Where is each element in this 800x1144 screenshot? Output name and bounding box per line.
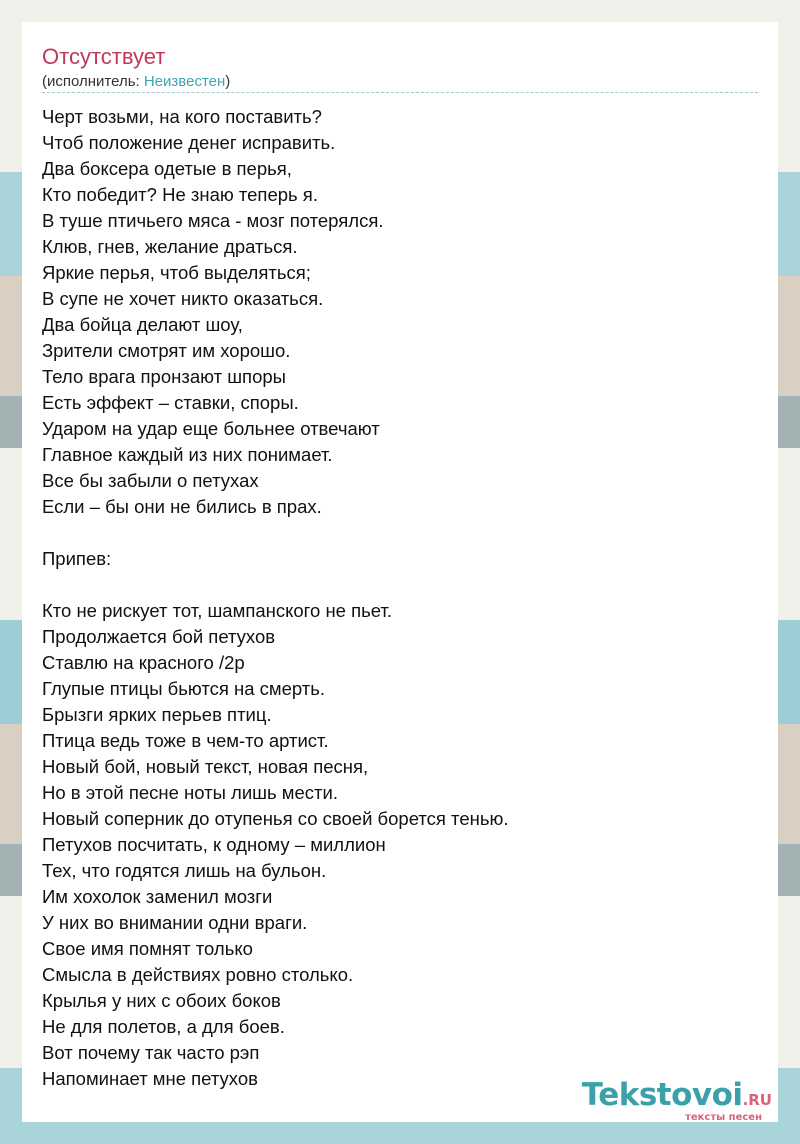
lyrics-line: Ставлю на красного /2р (42, 652, 245, 673)
lyrics-line: Птица ведь тоже в чем-то артист. (42, 730, 329, 751)
lyrics-line: Тело врага пронзают шпоры (42, 366, 286, 387)
lyrics-line: В супе не хочет никто оказаться. (42, 288, 324, 309)
lyrics-line: Если – бы они не бились в прах. (42, 496, 322, 517)
lyrics-line: Новый бой, новый текст, новая песня, (42, 756, 369, 777)
lyrics-line: Не для полетов, а для боев. (42, 1016, 285, 1037)
lyrics-line: Кто не рискует тот, шампанского не пьет. (42, 600, 392, 621)
lyrics-line: Два боксера одетые в перья, (42, 158, 292, 179)
lyrics-text (42, 104, 758, 1092)
lyrics-line: Все бы забыли о петухах (42, 470, 259, 491)
performer-line (42, 73, 230, 90)
lyrics-line: Чтоб положение денег исправить. (42, 132, 336, 153)
lyrics-line: Смысла в действиях ровно столько. (42, 964, 354, 985)
performer-suffix: ) (225, 73, 231, 90)
dashed-divider (42, 92, 758, 93)
lyrics-line: Глупые птицы бьются на смерть. (42, 678, 326, 699)
lyrics-line: У них во внимании одни враги. (42, 912, 308, 933)
lyrics-line: Два бойца делают шоу, (42, 314, 243, 335)
lyrics-line: Главное каждый из них понимает. (42, 444, 333, 465)
lyrics-line: Клюв, гнев, желание драться. (42, 236, 298, 257)
lyrics-card (22, 22, 778, 1122)
logo-tagline: тексты песен (685, 1112, 762, 1123)
lyrics-blank-line (42, 572, 758, 598)
lyrics-line: Кто победит? Не знаю теперь я. (42, 184, 318, 205)
lyrics-line: Петухов посчитать, к одному – миллион (42, 834, 386, 855)
lyrics-line: Напоминает мне петухов (42, 1068, 258, 1089)
performer-link[interactable]: Неизвестен (143, 73, 226, 90)
lyrics-line: Свое имя помнят только (42, 938, 253, 959)
lyrics-line: В туше птичьего мяса - мозг потерялся. (42, 210, 384, 231)
lyrics-line: Но в этой песне ноты лишь мести. (42, 782, 338, 803)
song-title: Отсутствует (42, 44, 166, 69)
performer-prefix: (исполнитель: (42, 73, 144, 90)
logo-word: Tekstovoi (581, 1077, 743, 1113)
lyrics-line: Зрители смотрят им хорошо. (42, 340, 291, 361)
lyrics-line: Брызги ярких перьев птиц. (42, 704, 272, 725)
lyrics-line: Новый соперник до отупенья со своей борется тенью. (42, 808, 509, 829)
lyrics-line: Яркие перья, чтоб выделяться; (42, 262, 311, 283)
lyrics-line: Крылья у них с обоих боков (42, 990, 281, 1011)
lyrics-line: Ударом на удар еще больнее отвечают (42, 418, 380, 439)
lyrics-blank-line (42, 520, 758, 546)
lyrics-line: Вот почему так часто рэп (42, 1042, 260, 1063)
lyrics-line: Черт возьми, на кого поставить? (42, 106, 322, 127)
lyrics-line: Припев: (42, 548, 112, 569)
lyrics-line: Продолжается бой петухов (42, 626, 276, 647)
site-logo[interactable] (566, 1077, 772, 1123)
lyrics-line: Им хохолок заменил мозги (42, 886, 273, 907)
lyrics-line: Тех, что годятся лишь на бульон. (42, 860, 327, 881)
lyrics-line: Есть эффект – ставки, споры. (42, 392, 299, 413)
logo-tld: .RU (742, 1091, 772, 1109)
